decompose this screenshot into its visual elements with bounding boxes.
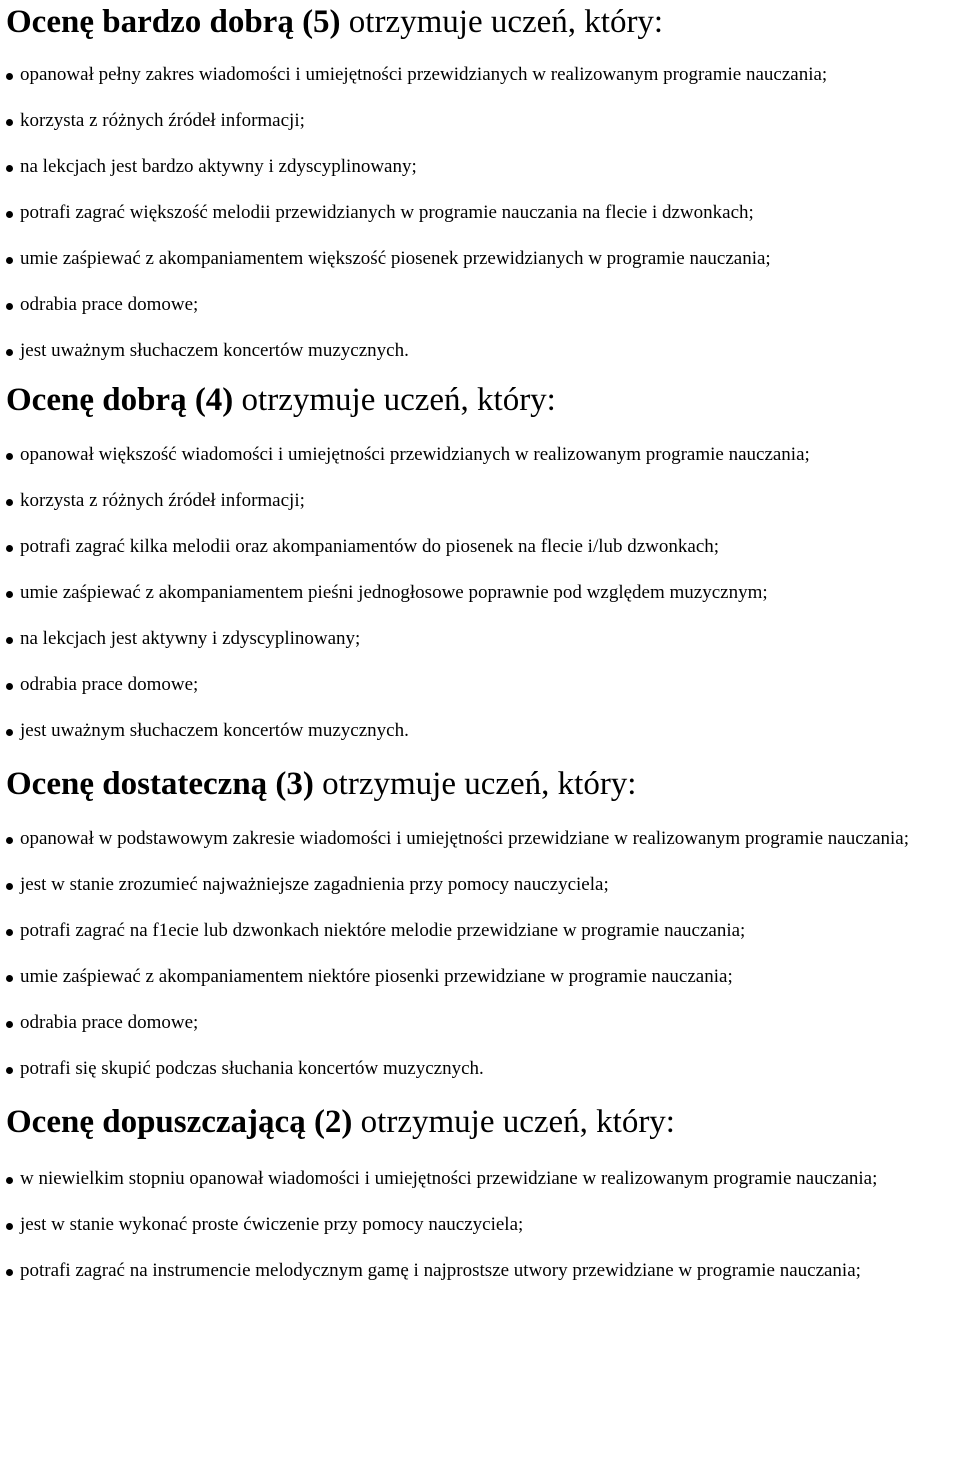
- list-item: [6, 246, 950, 272]
- list-item-text: potrafi zagrać kilka melodii oraz akompaniamentów do piosenek na flecie i/lub dzwonkach;: [20, 536, 720, 557]
- bullet-icon: [6, 499, 13, 506]
- bullet-icon: [6, 119, 13, 126]
- list-item-text: jest uważnym słuchaczem koncertów muzycznych.: [20, 720, 409, 741]
- bullet-icon: [6, 257, 13, 264]
- bullet-icon: [6, 683, 13, 690]
- list-item-text: odrabia prace domowe;: [20, 294, 199, 315]
- grade-section-very-good: [6, 0, 960, 364]
- heading-rest: otrzymuje uczeń, który:: [340, 4, 664, 40]
- grade-section-satisfactory: [6, 764, 960, 1082]
- list-item: [6, 1056, 950, 1082]
- list-item-text: opanował pełny zakres wiadomości i umiejętności przewidzianych w realizowanym programie nauczania;: [20, 64, 828, 85]
- list-item: [6, 672, 950, 698]
- list-item-text: opanował większość wiadomości i umiejętności przewidzianych w realizowanym programie nauczania;: [20, 444, 810, 465]
- bullet-icon: [6, 1021, 13, 1028]
- bullet-icon: [6, 975, 13, 982]
- heading-grade: Ocenę dostateczną (3): [6, 766, 314, 802]
- heading-rest: otrzymuje uczeń, który:: [313, 766, 637, 802]
- list-item: [6, 534, 950, 560]
- section-heading: [6, 380, 960, 420]
- heading-grade: Ocenę dobrą (4): [6, 382, 234, 418]
- list-item: [6, 1166, 950, 1192]
- bullet-icon: [6, 211, 13, 218]
- list-item: [6, 626, 950, 652]
- section-heading: [6, 2, 960, 42]
- bullet-icon: [6, 545, 13, 552]
- list-item-text: potrafi zagrać na f1ecie lub dzwonkach niektóre melodie przewidziane w programie nauczania;: [20, 920, 746, 941]
- list-item: [6, 108, 950, 134]
- list-item-text: odrabia prace domowe;: [20, 674, 199, 695]
- list-item-text: na lekcjach jest bardzo aktywny i zdyscyplinowany;: [20, 156, 417, 177]
- heading-rest: otrzymuje uczeń, który:: [352, 1104, 675, 1140]
- list-item: [6, 292, 950, 318]
- list-item: [6, 338, 950, 364]
- bullet-icon: [6, 165, 13, 172]
- section-heading: [6, 764, 960, 804]
- list-item: [6, 964, 950, 990]
- list-item: [6, 200, 950, 226]
- list-item: [6, 872, 950, 898]
- criteria-list: [6, 1166, 960, 1284]
- list-item-text: jest w stanie zrozumieć najważniejsze zagadnienia przy pomocy nauczyciela;: [20, 874, 609, 895]
- bullet-icon: [6, 453, 13, 460]
- bullet-icon: [6, 1067, 13, 1074]
- list-item: [6, 488, 950, 514]
- heading-grade: Ocenę bardzo dobrą (5): [6, 4, 341, 40]
- list-item-text: w niewielkim stopniu opanował wiadomości i umiejętności przewidziane w realizowanym programie nauczania;: [20, 1168, 878, 1189]
- bullet-icon: [6, 303, 13, 310]
- list-item-text: odrabia prace domowe;: [20, 1012, 199, 1033]
- bullet-icon: [6, 929, 13, 936]
- list-item-text: korzysta z różnych źródeł informacji;: [20, 490, 305, 511]
- heading-grade: Ocenę dopuszczającą (2): [6, 1104, 353, 1140]
- list-item: [6, 580, 950, 606]
- list-item-text: korzysta z różnych źródeł informacji;: [20, 110, 305, 131]
- bullet-icon: [6, 837, 13, 844]
- list-item: [6, 1258, 950, 1284]
- grade-section-good: [6, 380, 960, 744]
- list-item-text: potrafi się skupić podczas słuchania koncertów muzycznych.: [20, 1058, 484, 1079]
- list-item-text: umie zaśpiewać z akompaniamentem niektóre piosenki przewidziane w programie nauczania;: [20, 966, 733, 987]
- list-item: [6, 62, 950, 88]
- list-item-text: potrafi zagrać na instrumencie melodycznym gamę i najprostsze utwory przewidziane w programie nauczania;: [20, 1260, 861, 1281]
- list-item-text: opanował w podstawowym zakresie wiadomości i umiejętności przewidziane w realizowanym programie nauczania;: [20, 828, 909, 849]
- list-item-text: umie zaśpiewać z akompaniamentem większość piosenek przewidzianych w programie nauczania;: [20, 248, 771, 269]
- heading-rest: otrzymuje uczeń, który:: [233, 382, 556, 418]
- bullet-icon: [6, 73, 13, 80]
- list-item: [6, 826, 950, 852]
- bullet-icon: [6, 349, 13, 356]
- list-item-text: potrafi zagrać większość melodii przewidzianych w programie nauczania na flecie i dzwonkach;: [20, 202, 754, 223]
- criteria-list: [6, 62, 960, 364]
- criteria-list: [6, 442, 960, 744]
- bullet-icon: [6, 729, 13, 736]
- list-item-text: umie zaśpiewać z akompaniamentem pieśni jednogłosowe poprawnie pod względem muzycznym;: [20, 582, 768, 603]
- list-item: [6, 918, 950, 944]
- list-item-text: jest uważnym słuchaczem koncertów muzycznych.: [20, 340, 409, 361]
- list-item: [6, 442, 950, 468]
- grade-section-sufficient: [6, 1102, 960, 1284]
- list-item: [6, 1212, 950, 1238]
- bullet-icon: [6, 1269, 13, 1276]
- bullet-icon: [6, 637, 13, 644]
- bullet-icon: [6, 1177, 13, 1184]
- list-item: [6, 1010, 950, 1036]
- bullet-icon: [6, 591, 13, 598]
- list-item-text: jest w stanie wykonać proste ćwiczenie przy pomocy nauczyciela;: [20, 1214, 524, 1235]
- list-item: [6, 154, 950, 180]
- section-heading: [6, 1102, 960, 1142]
- bullet-icon: [6, 883, 13, 890]
- criteria-list: [6, 826, 960, 1082]
- list-item-text: na lekcjach jest aktywny i zdyscyplinowany;: [20, 628, 361, 649]
- bullet-icon: [6, 1223, 13, 1230]
- list-item: [6, 718, 950, 744]
